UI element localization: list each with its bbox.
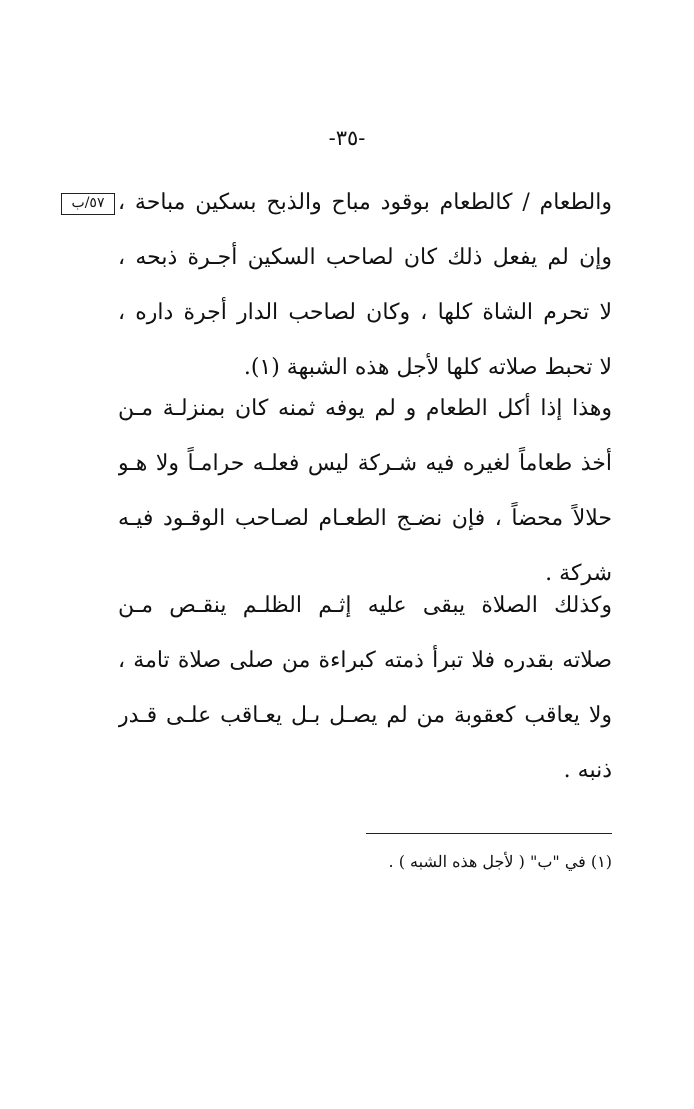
paragraph-1 [118, 175, 612, 395]
footnote-divider [366, 833, 612, 834]
text-line: لا تحبط صلاته كلها لأجل هذه الشبهة (١). [243, 355, 612, 380]
paragraph-2 [118, 381, 612, 601]
text-line: وهذا إذا أكل الطعام و لم يوفه ثمنه كان بمنزلـة مـن [118, 396, 612, 421]
text-line: ولا يعاقب كعقوبة من لم يصـل بـل يعـاقب علـى قـدر [118, 703, 612, 728]
footnote: (١) في "ب" ( لأجل هذه الشبه ) . [388, 852, 612, 871]
paragraph-3 [118, 578, 612, 798]
text-line: شركة . [545, 561, 612, 586]
text-line: ذنبه . [563, 758, 612, 783]
page-number: -٣٥- [328, 126, 366, 150]
text-line: أخذ طعاماً لغيره فيه شـركة ليس فعلـه حرامـاً ولا هـو [118, 451, 612, 476]
text-line: وإن لم يفعل ذلك كان لصاحب السكين أجـرة ذبحه ، [118, 245, 612, 270]
text-line: والطعام / كالطعام بوقود مباح والذبح بسكين مباحة ، [118, 190, 612, 215]
text-line: حلالاً محضاً ، فإن نضـج الطعـام لصـاحب الوقـود فيـه [118, 506, 612, 531]
folio-marker: ٥٧/ب [61, 193, 115, 215]
text-line: وكذلك الصلاة يبقى عليه إثـم الظلـم ينقـص مـن [118, 593, 612, 618]
text-line: صلاته بقدره فلا تبرأ ذمته كبراءة من صلى صلاة تامة ، [118, 648, 612, 673]
text-line: لا تحرم الشاة كلها ، وكان لصاحب الدار أجرة داره ، [118, 300, 612, 325]
